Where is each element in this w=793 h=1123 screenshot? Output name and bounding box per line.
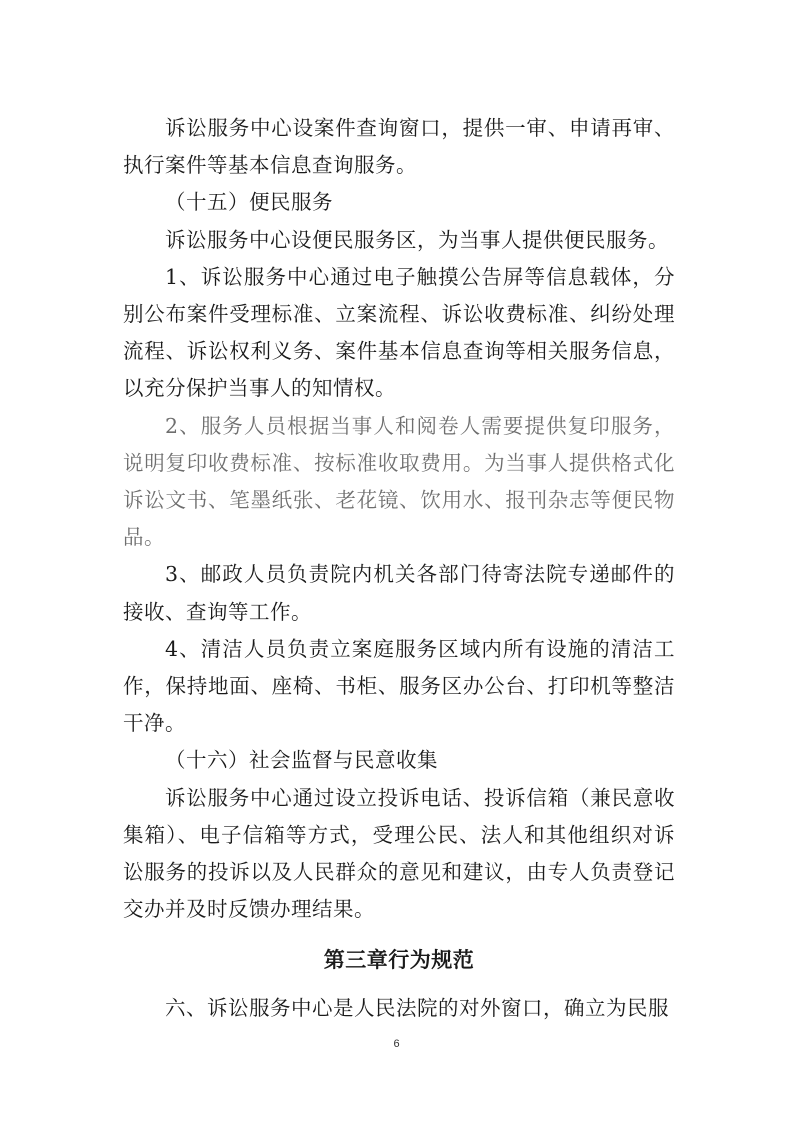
paragraph-supervision: 诉讼服务中心通过设立投诉电话、投诉信箱（兼民意收集箱）、电子信箱等方式，受理公民、法人和其他组织对诉讼服务的投诉以及人民群众的意见和建议，由专人负责登记交办并及时反馈办理结果。 — [123, 785, 675, 922]
paragraph-item-4: 4、清洁人员负责立案庭服务区域内所有设施的清洁工作，保持地面、座椅、书柜、服务区办公台、打印机等整洁干净。 — [123, 636, 675, 736]
section-heading-supervision: （十六）社会监督与民意收集 — [165, 748, 438, 773]
paragraph-item-3: 3、邮政人员负责院内机关各部门待寄法院专递邮件的接收、查询等工作。 — [123, 562, 675, 624]
paragraph-item-1: 1、诉讼服务中心通过电子触摸公告屏等信息载体，分别公布案件受理标准、立案流程、诉讼收费标准、纠纷处理流程、诉讼权利义务、案件基本信息查询等相关服务信息，以充分保护当事人的知情权。 — [123, 264, 675, 401]
section-heading-convenience-service: （十五）便民服务 — [165, 190, 333, 215]
document-body — [123, 110, 675, 1028]
paragraph-case-query: 诉讼服务中心设案件查询窗口，提供一审、申请再审、执行案件等基本信息查询服务。 — [123, 116, 675, 178]
page-number: 6 — [393, 1038, 400, 1050]
paragraph-section-6: 六、诉讼服务中心是人民法院的对外窗口，确立为民服 — [165, 996, 669, 1021]
paragraph-convenience-area: 诉讼服务中心设便民服务区，为当事人提供便民服务。 — [165, 227, 669, 252]
chapter-heading: 第三章行为规范 — [323, 948, 475, 973]
paragraph-item-2: 2、服务人员根据当事人和阅卷人需要提供复印服务，说明复印收费标准、按标准收取费用。为当事人提供格式化诉讼文书、笔墨纸张、老花镜、饮用水、报刊杂志等便民物品。 — [123, 413, 675, 550]
